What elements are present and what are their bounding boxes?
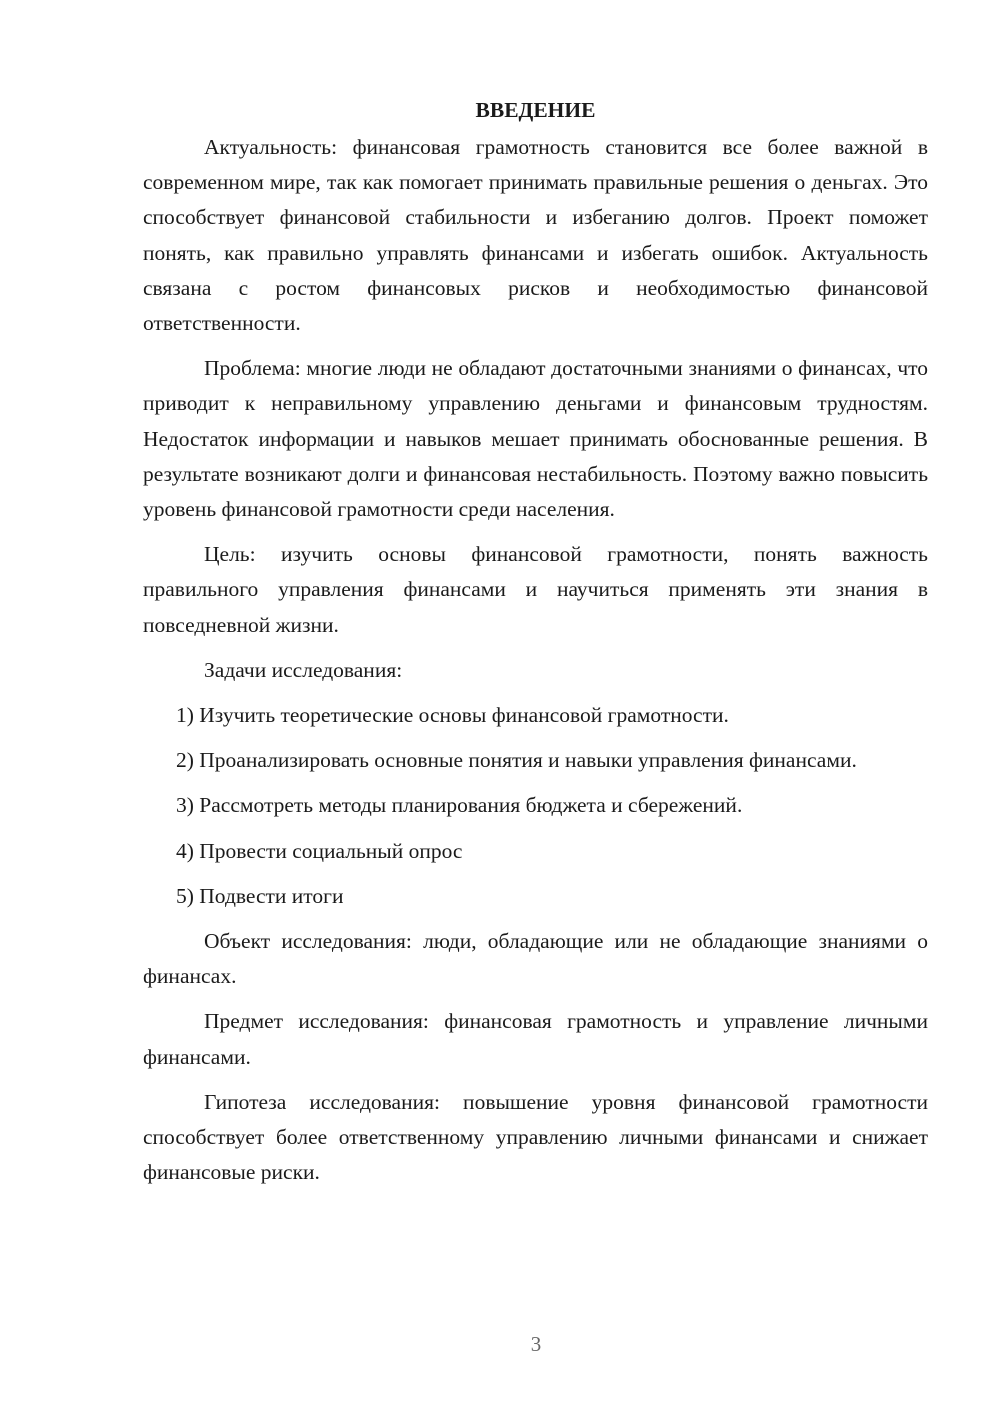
task-item-1: 1) Изучить теоретические основы финансовой грамотности. — [176, 703, 729, 728]
paragraph-relevance: Актуальность: финансовая грамотность становится все более важной в современном мире, так как помогает принимать правильные решения о деньгах. Это способствует финансовой стабильности и избеганию долгов. Проект поможет понять, как правильно управлять финансами и избегать ошибок. Актуальность связана с ростом финансовых рисков и необходимостью финансовой ответственности. — [143, 135, 928, 336]
paragraph-goal: Цель: изучить основы финансовой грамотности, понять важность правильного управления финансами и научиться применять эти знания в повседневной жизни. — [143, 542, 928, 637]
paragraph-subject: Предмет исследования: финансовая грамотность и управление личными финансами. — [143, 1009, 928, 1069]
paragraph-hypothesis: Гипотеза исследования: повышение уровня финансовой грамотности способствует более ответственному управлению личными финансами и снижает финансовые риски. — [143, 1089, 928, 1185]
task-item-5: 5) Подвести итоги — [176, 883, 344, 908]
paragraph-problem: Проблема: многие люди не обладают достаточными знаниями о финансах, что приводит к неправильному управлению деньгами и финансовым трудностям. Недостаток информации и навыков мешает принимать обоснованные решения. В результате возникают долги и финансовая нестабильность. Поэтому важно повысить уровень финансовой грамотности среди населения. — [143, 356, 928, 522]
paragraph-object: Объект исследования: люди, обладающие или не обладающие знаниями о финансах. — [143, 929, 928, 989]
task-item-3: 3) Рассмотреть методы планирования бюджета и сбережений. — [176, 793, 743, 818]
task-item-4: 4) Провести социальный опрос — [176, 838, 463, 863]
section-title: ВВЕДЕНИЕ — [475, 98, 596, 122]
task-item-2: 2) Проанализировать основные понятия и навыки управления финансами. — [176, 748, 857, 773]
tasks-heading: Задачи исследования: — [204, 657, 403, 682]
page-number: 3 — [530, 1332, 542, 1356]
document-page — [143, 92, 928, 1200]
